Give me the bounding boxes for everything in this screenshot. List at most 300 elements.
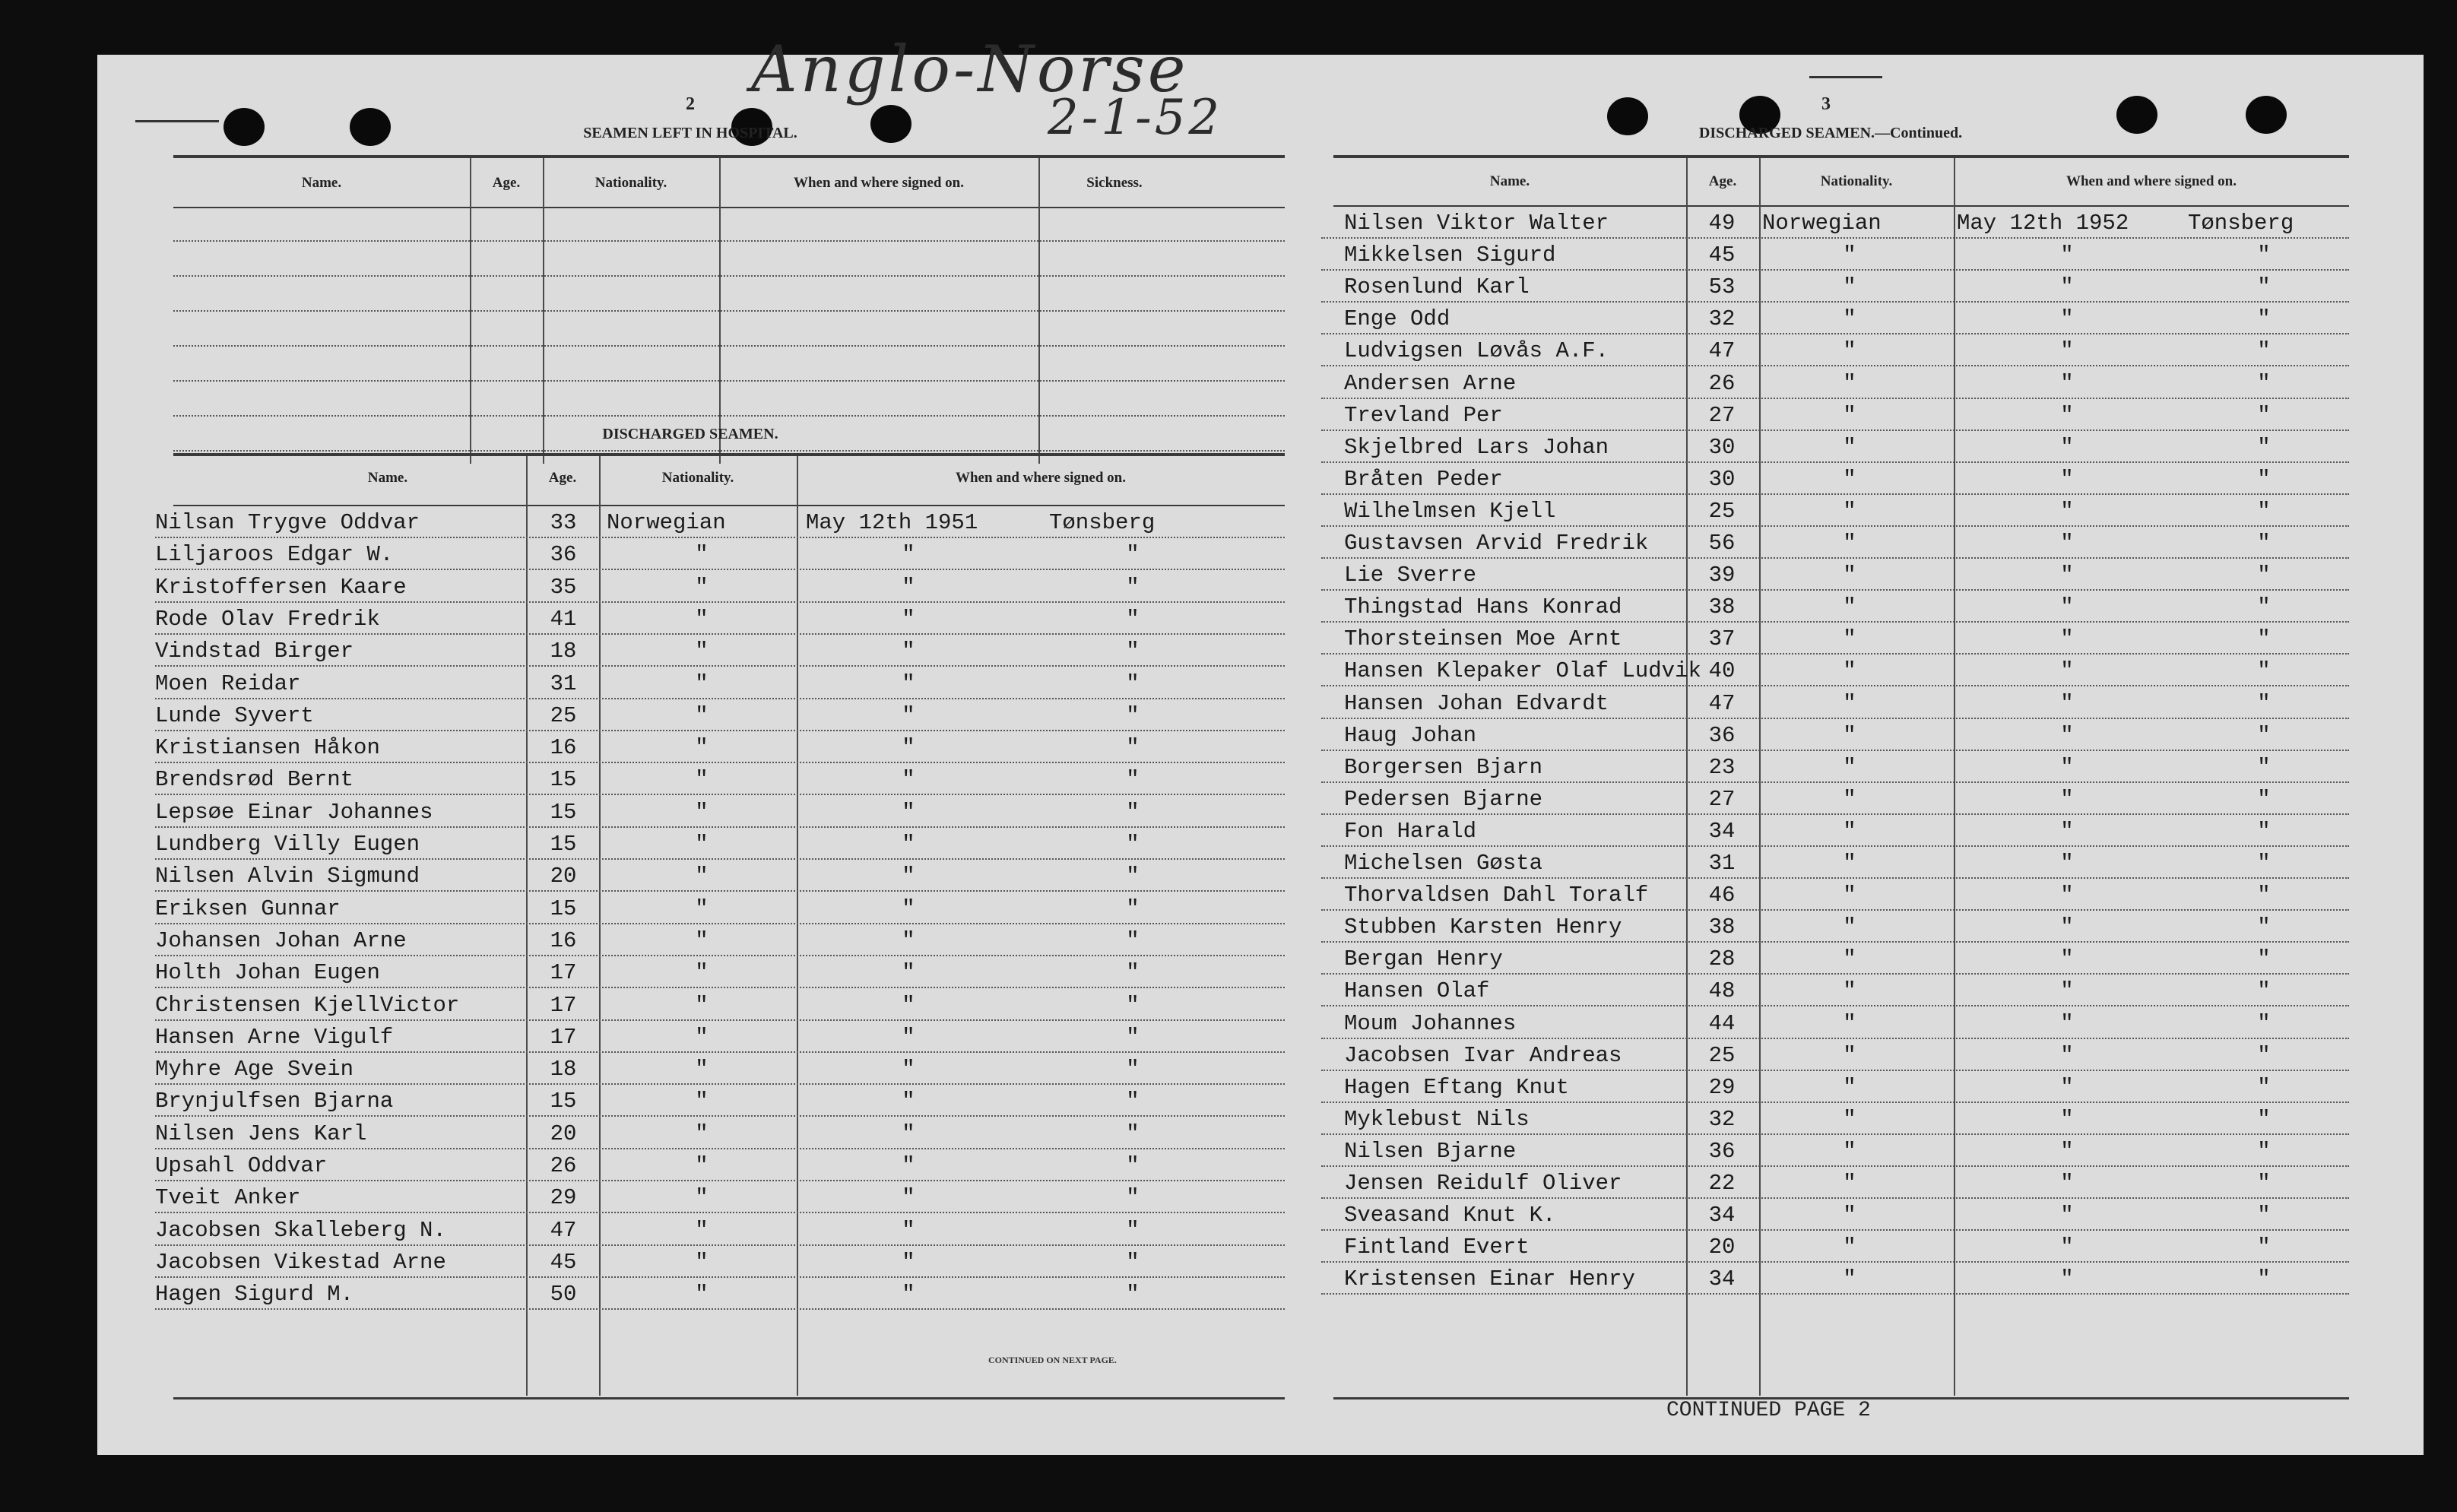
signed-on-date: May 12th 1952 bbox=[1957, 211, 2129, 236]
signed-on-place: " bbox=[2257, 754, 2271, 780]
hospital-row-rule bbox=[173, 275, 1285, 277]
seaman-age: 34 bbox=[1708, 1266, 1736, 1292]
discharged-col-name: Name. bbox=[367, 470, 408, 486]
seaman-nationality: " bbox=[695, 1217, 709, 1243]
signed-on-date: " bbox=[902, 1153, 915, 1178]
seaman-nationality: " bbox=[695, 639, 709, 664]
signed-on-place: " bbox=[1126, 1249, 1140, 1275]
signed-on-place: " bbox=[2257, 498, 2271, 524]
table-row bbox=[155, 635, 1285, 668]
seaman-age: 47 bbox=[1708, 338, 1736, 364]
signed-on-date: " bbox=[902, 992, 915, 1018]
signed-on-date: " bbox=[2060, 626, 2074, 652]
table-row bbox=[1321, 207, 2349, 240]
signed-on-place: " bbox=[2257, 626, 2271, 652]
signed-on-place: " bbox=[2257, 370, 2271, 396]
seaman-age: 27 bbox=[1708, 786, 1736, 812]
discharged-section-title: DISCHARGED SEAMEN. bbox=[602, 426, 778, 442]
seaman-name: Lie Sverre bbox=[1344, 563, 1477, 588]
signed-on-date: " bbox=[902, 1249, 915, 1275]
table-row bbox=[155, 956, 1285, 990]
hospital-section-title: SEAMEN LEFT IN HOSPITAL. bbox=[583, 125, 797, 141]
seaman-age: 32 bbox=[1708, 306, 1736, 332]
signed-on-date: " bbox=[902, 574, 915, 600]
row-rule bbox=[1321, 1293, 2349, 1295]
seaman-age: 44 bbox=[1708, 1010, 1736, 1036]
hospital-header-rule bbox=[173, 207, 1285, 208]
seaman-age: 25 bbox=[550, 702, 577, 728]
seaman-name: Thingstad Hans Konrad bbox=[1344, 594, 1622, 620]
table-row bbox=[1321, 1263, 2349, 1296]
table-row bbox=[155, 860, 1285, 893]
signed-on-place: " bbox=[1126, 1024, 1140, 1050]
signed-on-place: " bbox=[2257, 690, 2271, 716]
seaman-nationality: " bbox=[1843, 594, 1856, 620]
seaman-age: 38 bbox=[1708, 914, 1736, 940]
seaman-nationality: " bbox=[1843, 402, 1856, 428]
right-col-age: Age. bbox=[1708, 173, 1737, 189]
seaman-name: Hagen Sigurd M. bbox=[155, 1282, 354, 1308]
seaman-nationality: " bbox=[695, 735, 709, 761]
signed-on-place: " bbox=[2257, 563, 2271, 588]
seaman-nationality: " bbox=[695, 799, 709, 825]
seaman-age: 36 bbox=[1708, 722, 1736, 748]
table-row bbox=[1321, 1199, 2349, 1232]
signed-on-date: " bbox=[2060, 563, 2074, 588]
table-row bbox=[1321, 239, 2349, 272]
seaman-name: Hansen Olaf bbox=[1344, 978, 1490, 1004]
hospital-col-signed-on: When and where signed on. bbox=[793, 175, 964, 191]
seaman-name: Kristiansen Håkon bbox=[155, 735, 380, 761]
seaman-name: Brendsrød Bernt bbox=[155, 767, 354, 793]
hospital-col-name: Name. bbox=[301, 175, 342, 191]
signed-on-place: " bbox=[2257, 978, 2271, 1004]
seaman-nationality: " bbox=[1843, 851, 1856, 876]
left-table-bottom bbox=[173, 1397, 1285, 1399]
signed-on-date: " bbox=[2060, 306, 2074, 332]
signed-on-place: " bbox=[2257, 242, 2271, 268]
seaman-nationality: " bbox=[1843, 1042, 1856, 1068]
seaman-name: Lepsøe Einar Johannes bbox=[155, 799, 433, 825]
table-row bbox=[1321, 911, 2349, 944]
seaman-age: 49 bbox=[1708, 211, 1736, 236]
seaman-nationality: " bbox=[695, 542, 709, 568]
seaman-name: Mikkelsen Sigurd bbox=[1344, 242, 1556, 268]
seaman-nationality: " bbox=[1843, 1203, 1856, 1228]
seaman-nationality: " bbox=[695, 992, 709, 1018]
seaman-nationality: " bbox=[695, 960, 709, 986]
seaman-nationality: " bbox=[1843, 786, 1856, 812]
signed-on-date: " bbox=[2060, 1138, 2074, 1164]
seaman-age: 15 bbox=[550, 895, 577, 921]
punch-hole bbox=[224, 108, 265, 146]
seaman-age: 30 bbox=[1708, 466, 1736, 492]
table-row bbox=[1321, 271, 2349, 304]
seaman-name: Fintland Evert bbox=[1344, 1235, 1530, 1260]
table-row bbox=[1321, 943, 2349, 976]
table-row bbox=[155, 1278, 1285, 1311]
table-row bbox=[1321, 687, 2349, 721]
signed-on-date: " bbox=[902, 735, 915, 761]
table-row bbox=[155, 763, 1285, 797]
seaman-nationality: " bbox=[1843, 370, 1856, 396]
seaman-age: 27 bbox=[1708, 402, 1736, 428]
seaman-age: 53 bbox=[1708, 274, 1736, 300]
seaman-nationality: " bbox=[695, 895, 709, 921]
signed-on-date: " bbox=[2060, 851, 2074, 876]
table-row bbox=[155, 1021, 1285, 1054]
signed-on-place: " bbox=[2257, 914, 2271, 940]
seaman-name: Kristensen Einar Henry bbox=[1344, 1266, 1635, 1292]
seaman-name: Jacobsen Vikestad Arne bbox=[155, 1249, 446, 1275]
signed-on-place: " bbox=[1126, 639, 1140, 664]
table-row bbox=[155, 828, 1285, 861]
signed-on-date: " bbox=[2060, 498, 2074, 524]
signed-on-place: " bbox=[1126, 702, 1140, 728]
signed-on-place: " bbox=[1126, 767, 1140, 793]
seaman-nationality: " bbox=[1843, 338, 1856, 364]
seaman-nationality: " bbox=[695, 1282, 709, 1308]
seaman-age: 29 bbox=[550, 1185, 577, 1211]
signed-on-place: Tønsberg bbox=[1049, 510, 1156, 535]
seaman-age: 17 bbox=[550, 992, 577, 1018]
table-row bbox=[1321, 1135, 2349, 1168]
signed-on-place: " bbox=[2257, 786, 2271, 812]
signed-on-date: " bbox=[902, 767, 915, 793]
seaman-nationality: " bbox=[695, 702, 709, 728]
seaman-age: 20 bbox=[550, 1121, 577, 1146]
seaman-name: Christensen KjellVictor bbox=[155, 992, 460, 1018]
seaman-age: 26 bbox=[550, 1153, 577, 1178]
seaman-age: 16 bbox=[550, 927, 577, 953]
hospital-row-rule bbox=[173, 380, 1285, 382]
signed-on-date: " bbox=[2060, 338, 2074, 364]
signed-on-place: " bbox=[1126, 1282, 1140, 1308]
table-row bbox=[155, 1085, 1285, 1118]
seaman-age: 41 bbox=[550, 606, 577, 632]
seaman-nationality: " bbox=[695, 1057, 709, 1082]
seaman-nationality: " bbox=[1843, 722, 1856, 748]
signed-on-date: " bbox=[902, 895, 915, 921]
signed-on-date: " bbox=[2060, 1203, 2074, 1228]
seaman-age: 39 bbox=[1708, 563, 1736, 588]
seaman-name: Pedersen Bjarne bbox=[1344, 786, 1543, 812]
signed-on-place: " bbox=[2257, 1266, 2271, 1292]
signed-on-place: Tønsberg bbox=[2188, 211, 2294, 236]
seaman-age: 36 bbox=[1708, 1138, 1736, 1164]
seaman-nationality: " bbox=[695, 1089, 709, 1114]
signed-on-place: " bbox=[2257, 883, 2271, 908]
seaman-age: 32 bbox=[1708, 1106, 1736, 1132]
table-row bbox=[155, 667, 1285, 701]
seaman-age: 29 bbox=[1708, 1074, 1736, 1100]
table-row bbox=[1321, 527, 2349, 560]
signed-on-date: " bbox=[2060, 242, 2074, 268]
table-row bbox=[1321, 751, 2349, 785]
signed-on-place: " bbox=[2257, 434, 2271, 460]
signed-on-place: " bbox=[2257, 466, 2271, 492]
table-row bbox=[1321, 399, 2349, 433]
hospital-row-rule bbox=[173, 345, 1285, 347]
seaman-nationality: " bbox=[695, 606, 709, 632]
table-row bbox=[1321, 655, 2349, 688]
seaman-age: 45 bbox=[1708, 242, 1736, 268]
seaman-nationality: " bbox=[695, 1121, 709, 1146]
signed-on-date: " bbox=[902, 832, 915, 857]
seaman-name: Hagen Eftang Knut bbox=[1344, 1074, 1569, 1100]
table-row bbox=[1321, 334, 2349, 368]
seaman-nationality: " bbox=[1843, 498, 1856, 524]
continued-page-note: CONTINUED PAGE 2 bbox=[1666, 1399, 1871, 1422]
hospital-table-top bbox=[173, 155, 1285, 158]
signed-on-date: " bbox=[902, 927, 915, 953]
seaman-age: 25 bbox=[1708, 498, 1736, 524]
handwritten-date: 2-1-52 bbox=[1048, 90, 1223, 146]
signed-on-date: " bbox=[2060, 946, 2074, 972]
signed-on-date: " bbox=[2060, 978, 2074, 1004]
signed-on-date: " bbox=[902, 606, 915, 632]
seaman-name: Wilhelmsen Kjell bbox=[1344, 498, 1556, 524]
seaman-nationality: " bbox=[1843, 978, 1856, 1004]
table-row bbox=[155, 699, 1285, 733]
punch-hole bbox=[2116, 96, 2157, 134]
seaman-nationality: " bbox=[1843, 434, 1856, 460]
seaman-age: 15 bbox=[550, 767, 577, 793]
signed-on-place: " bbox=[2257, 306, 2271, 332]
signed-on-date: " bbox=[2060, 1106, 2074, 1132]
seaman-name: Gustavsen Arvid Fredrik bbox=[1344, 531, 1649, 556]
seaman-name: Nilsen Bjarne bbox=[1344, 1138, 1517, 1164]
signed-on-place: " bbox=[1126, 895, 1140, 921]
seaman-age: 30 bbox=[1708, 434, 1736, 460]
table-row bbox=[1321, 463, 2349, 496]
signed-on-date: " bbox=[902, 1282, 915, 1308]
seaman-name: Holth Johan Eugen bbox=[155, 960, 380, 986]
seaman-name: Lunde Syvert bbox=[155, 702, 314, 728]
seaman-name: Haug Johan bbox=[1344, 722, 1477, 748]
seaman-nationality: " bbox=[695, 864, 709, 889]
table-row bbox=[1321, 591, 2349, 624]
seaman-name: Jacobsen Skalleberg N. bbox=[155, 1217, 446, 1243]
seaman-name: Enge Odd bbox=[1344, 306, 1450, 332]
signed-on-place: " bbox=[1126, 574, 1140, 600]
seaman-age: 40 bbox=[1708, 658, 1736, 684]
seaman-name: Bergan Henry bbox=[1344, 946, 1503, 972]
seaman-age: 18 bbox=[550, 639, 577, 664]
punch-hole bbox=[350, 108, 391, 146]
pen-mark bbox=[1809, 76, 1882, 78]
seaman-age: 28 bbox=[1708, 946, 1736, 972]
signed-on-place: " bbox=[2257, 1171, 2271, 1196]
signed-on-place: " bbox=[2257, 338, 2271, 364]
seaman-age: 37 bbox=[1708, 626, 1736, 652]
signed-on-date: " bbox=[902, 639, 915, 664]
table-row bbox=[155, 1181, 1285, 1215]
table-row bbox=[1321, 367, 2349, 401]
discharged-continued-title: DISCHARGED SEAMEN.—Continued. bbox=[1698, 125, 1963, 141]
signed-on-date: " bbox=[2060, 914, 2074, 940]
signed-on-place: " bbox=[1126, 606, 1140, 632]
table-row bbox=[155, 924, 1285, 958]
seaman-name: Jacobsen Ivar Andreas bbox=[1344, 1042, 1622, 1068]
signed-on-date: " bbox=[902, 1057, 915, 1082]
table-row bbox=[1321, 1007, 2349, 1041]
table-row bbox=[1321, 1039, 2349, 1073]
page-number-left: 2 bbox=[686, 94, 695, 114]
seaman-nationality: " bbox=[695, 767, 709, 793]
signed-on-date: " bbox=[902, 1121, 915, 1146]
seaman-name: Lundberg Villy Eugen bbox=[155, 832, 420, 857]
seaman-nationality: " bbox=[1843, 274, 1856, 300]
seaman-nationality: " bbox=[1843, 1074, 1856, 1100]
signed-on-place: " bbox=[2257, 531, 2271, 556]
signed-on-date: " bbox=[2060, 370, 2074, 396]
signed-on-place: " bbox=[1126, 542, 1140, 568]
seaman-age: 18 bbox=[550, 1057, 577, 1082]
right-col-signed-on: When and where signed on. bbox=[2065, 173, 2237, 189]
signed-on-place: " bbox=[1126, 1121, 1140, 1146]
seaman-name: Nilsen Jens Karl bbox=[155, 1121, 367, 1146]
hospital-row-rule bbox=[173, 240, 1285, 242]
seaman-age: 15 bbox=[550, 799, 577, 825]
seaman-age: 38 bbox=[1708, 594, 1736, 620]
seaman-nationality: " bbox=[1843, 466, 1856, 492]
seaman-name: Ludvigsen Løvås A.F. bbox=[1344, 338, 1609, 364]
seaman-age: 31 bbox=[550, 670, 577, 696]
seaman-age: 20 bbox=[550, 864, 577, 889]
table-row bbox=[1321, 559, 2349, 592]
seaman-name: Myhre Age Svein bbox=[155, 1057, 354, 1082]
pen-mark bbox=[135, 120, 219, 122]
table-row bbox=[1321, 431, 2349, 464]
seaman-age: 48 bbox=[1708, 978, 1736, 1004]
table-row bbox=[155, 1117, 1285, 1151]
seaman-nationality: " bbox=[695, 670, 709, 696]
seaman-nationality: Norwegian bbox=[607, 510, 726, 535]
signed-on-date: " bbox=[2060, 690, 2074, 716]
signed-on-place: " bbox=[1126, 992, 1140, 1018]
discharged-col-age: Age. bbox=[548, 470, 577, 486]
hospital-col-sickness: Sickness. bbox=[1086, 175, 1143, 191]
signed-on-place: " bbox=[1126, 670, 1140, 696]
seaman-name: Hansen Arne Vigulf bbox=[155, 1024, 394, 1050]
signed-on-date: " bbox=[2060, 594, 2074, 620]
signed-on-place: " bbox=[1126, 1185, 1140, 1211]
table-row bbox=[1321, 879, 2349, 912]
signed-on-place: " bbox=[2257, 594, 2271, 620]
seaman-name: Vindstad Birger bbox=[155, 639, 354, 664]
signed-on-date: " bbox=[2060, 818, 2074, 844]
continued-on-next-page: CONTINUED ON NEXT PAGE. bbox=[988, 1355, 1117, 1365]
right-col-nationality: Nationality. bbox=[1820, 173, 1893, 189]
seaman-name: Upsahl Oddvar bbox=[155, 1153, 328, 1178]
seaman-age: 20 bbox=[1708, 1235, 1736, 1260]
seaman-nationality: " bbox=[1843, 883, 1856, 908]
table-row bbox=[1321, 847, 2349, 880]
discharged-col-signed-on: When and where signed on. bbox=[955, 470, 1126, 486]
seaman-age: 22 bbox=[1708, 1171, 1736, 1196]
signed-on-place: " bbox=[2257, 1010, 2271, 1036]
table-row bbox=[155, 989, 1285, 1022]
table-row bbox=[1321, 1167, 2349, 1200]
seaman-nationality: " bbox=[1843, 818, 1856, 844]
document-paper bbox=[97, 32, 2424, 1455]
discharged-table-top bbox=[173, 453, 1285, 456]
signed-on-place: " bbox=[2257, 818, 2271, 844]
seaman-nationality: " bbox=[1843, 1106, 1856, 1132]
signed-on-place: " bbox=[1126, 1057, 1140, 1082]
table-row bbox=[1321, 1231, 2349, 1264]
seaman-nationality: " bbox=[695, 1249, 709, 1275]
seaman-age: 47 bbox=[550, 1217, 577, 1243]
seaman-nationality: " bbox=[695, 1024, 709, 1050]
seaman-nationality: " bbox=[1843, 946, 1856, 972]
hospital-row-rule bbox=[173, 450, 1285, 452]
seaman-age: 56 bbox=[1708, 531, 1736, 556]
seaman-nationality: " bbox=[1843, 1266, 1856, 1292]
seaman-nationality: " bbox=[1843, 1138, 1856, 1164]
seaman-nationality: " bbox=[1843, 563, 1856, 588]
seaman-nationality: " bbox=[1843, 690, 1856, 716]
table-row bbox=[1321, 815, 2349, 848]
signed-on-date: " bbox=[2060, 658, 2074, 684]
seaman-name: Andersen Arne bbox=[1344, 370, 1517, 396]
seaman-name: Nilsen Viktor Walter bbox=[1344, 211, 1609, 236]
seaman-name: Rode Olav Fredrik bbox=[155, 606, 380, 632]
table-row bbox=[155, 892, 1285, 926]
seaman-nationality: " bbox=[1843, 754, 1856, 780]
table-row bbox=[155, 506, 1285, 540]
signed-on-date: May 12th 1951 bbox=[806, 510, 978, 535]
signed-on-date: " bbox=[2060, 466, 2074, 492]
seaman-nationality: " bbox=[1843, 242, 1856, 268]
seaman-age: 25 bbox=[1708, 1042, 1736, 1068]
signed-on-date: " bbox=[902, 670, 915, 696]
signed-on-date: " bbox=[2060, 754, 2074, 780]
seaman-age: 17 bbox=[550, 1024, 577, 1050]
seaman-nationality: " bbox=[1843, 1010, 1856, 1036]
seaman-name: Thorvaldsen Dahl Toralf bbox=[1344, 883, 1649, 908]
signed-on-place: " bbox=[1126, 927, 1140, 953]
seaman-age: 50 bbox=[550, 1282, 577, 1308]
table-row bbox=[1321, 719, 2349, 753]
signed-on-date: " bbox=[2060, 1042, 2074, 1068]
signed-on-date: " bbox=[902, 1185, 915, 1211]
signed-on-place: " bbox=[2257, 851, 2271, 876]
signed-on-place: " bbox=[1126, 864, 1140, 889]
signed-on-place: " bbox=[1126, 1153, 1140, 1178]
seaman-name: Bråten Peder bbox=[1344, 466, 1503, 492]
signed-on-date: " bbox=[2060, 274, 2074, 300]
seaman-name: Eriksen Gunnar bbox=[155, 895, 341, 921]
seaman-nationality: " bbox=[695, 927, 709, 953]
seaman-name: Sveasand Knut K. bbox=[1344, 1203, 1556, 1228]
seaman-name: Moum Johannes bbox=[1344, 1010, 1517, 1036]
seaman-name: Fon Harald bbox=[1344, 818, 1477, 844]
signed-on-place: " bbox=[2257, 658, 2271, 684]
seaman-age: 34 bbox=[1708, 818, 1736, 844]
handwritten-title: Anglo-Norse bbox=[751, 32, 1189, 106]
signed-on-date: " bbox=[2060, 722, 2074, 748]
seaman-name: Liljaroos Edgar W. bbox=[155, 542, 394, 568]
table-row bbox=[155, 1214, 1285, 1247]
seaman-name: Thorsteinsen Moe Arnt bbox=[1344, 626, 1622, 652]
table-row bbox=[155, 571, 1285, 604]
right-table-top bbox=[1333, 155, 2349, 158]
signed-on-date: " bbox=[2060, 531, 2074, 556]
seaman-name: Johansen Johan Arne bbox=[155, 927, 407, 953]
signed-on-place: " bbox=[1126, 735, 1140, 761]
